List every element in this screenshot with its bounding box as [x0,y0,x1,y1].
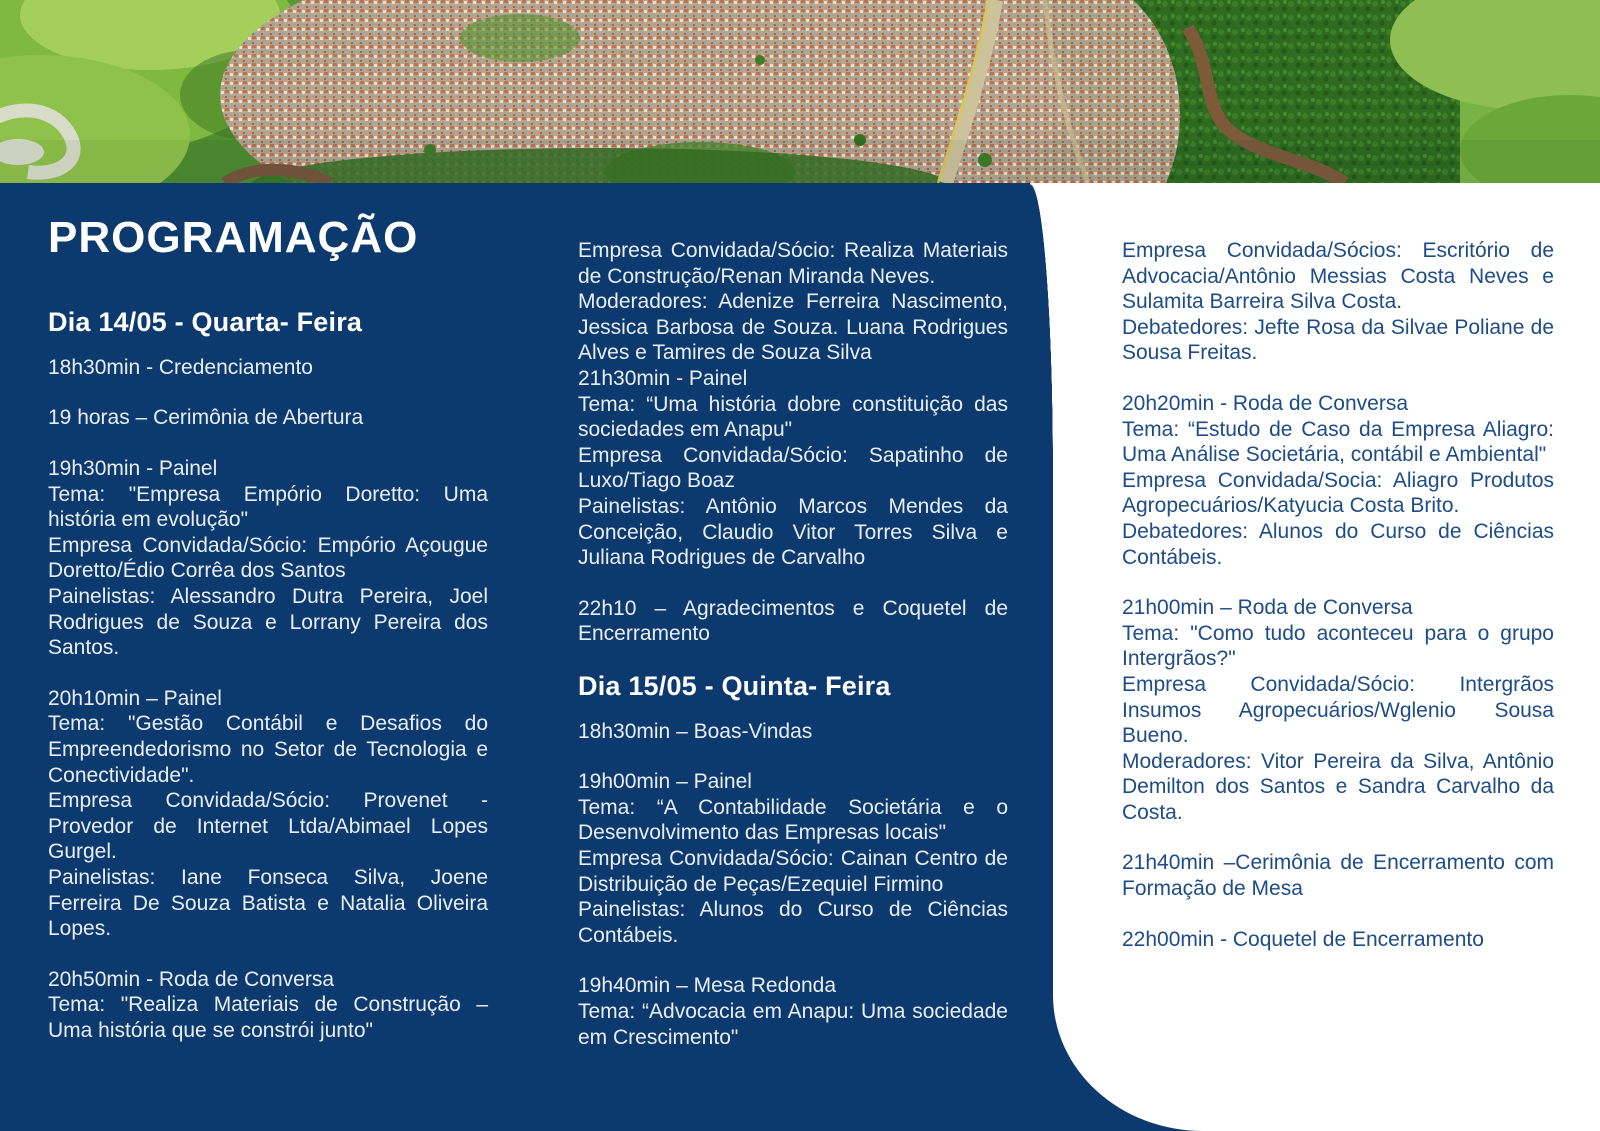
aerial-town-photo [0,0,1600,183]
schedule-block [1122,391,1554,570]
schedule-block [48,355,488,381]
schedule-line: Tema: “Advocacia em Anapu: Uma sociedade em Crescimento" [578,999,1008,1049]
aerial-town-photo-art [0,0,1600,183]
photo-tree [755,55,765,65]
schedule-line: Empresa Convidada/Sócio: Sapatinho de Luxo/Tiago Boaz [578,443,1008,493]
schedule-block [578,769,1008,948]
program-column-right [1122,183,1554,977]
schedule-line: 21h00min – Roda de Conversa [1122,596,1413,620]
schedule-line: 21h30min - Painel [578,366,748,390]
schedule-line: Tema: “A Contabilidade Societária e o Desenvolvimento das Empresas locais" [578,795,1008,845]
schedule-block [578,596,1008,647]
photo-vignette [0,140,1600,183]
schedule-line: 18h30min – Boas-Vindas [578,719,813,743]
schedule-line: Painelistas: Alunos do Curso de Ciências Contábeis. [578,898,1008,947]
schedule-line: Tema: "Como tudo aconteceu para o grupo Intergrãos?" [1122,621,1554,671]
photo-green-patch [460,14,580,62]
schedule-block [48,967,488,1044]
schedule-block [578,238,1008,571]
schedule-line: Tema: “Uma história dobre constituição das sociedades em Anapu" [578,392,1008,442]
schedule-line: 22h10 – Agradecimentos e Coquetel de Encerramento [578,596,1008,646]
schedule-block [48,456,488,661]
schedule-line: Painelistas: Antônio Marcos Mendes da Conceição, Claudio Vitor Torres Silva e Juliana Rodrigues de Carvalho [578,494,1008,570]
schedule-line: 19h30min - Painel [48,457,218,481]
schedule-line: Empresa Convidada/Sócio: Intergrãos Insumos Agropecuários/Wglenio Sousa Bueno. [1122,672,1554,748]
schedule-line: Empresa Convidada/Sócio: Provenet - Provedor de Internet Ltda/Abimael Lopes Gurgel. [48,789,488,864]
schedule-block [578,719,1008,745]
schedule-line: Empresa Convidada/Sócio: Cainan Centro de Distribuição de Peças/Ezequiel Firmino [578,846,1008,896]
schedule-block [578,973,1008,1050]
schedule-line: 22h00min - Coquetel de Encerramento [1122,927,1484,951]
schedule-line: Empresa Convidada/Socia: Aliagro Produtos Agropecuários/Katyucia Costa Brito. [1122,468,1554,518]
day-header-wednesday: Dia 14/05 - Quarta- Feira [48,307,363,338]
schedule-block [48,405,488,431]
schedule-block [48,686,488,942]
schedule-line: 19h00min – Painel [578,770,752,794]
schedule-line: 19 horas – Cerimônia de Abertura [48,406,364,430]
schedule-line: Tema: "Empresa Empório Doretto: Uma história em evolução" [48,482,488,532]
schedule-line: Empresa Convidada/Sócio: Empório Açougue Doretto/Édio Corrêa dos Santos [48,533,488,583]
schedule-line: 19h40min – Mesa Redonda [578,974,837,998]
schedule-line: Tema: "Realiza Materiais de Construção – Uma história que se constrói junto" [48,993,488,1042]
day-header-thursday: Dia 15/05 - Quinta- Feira [578,670,891,701]
schedule-line: Debatedores: Jefte Rosa da Silvae Poliane de Sousa Freitas. [1122,315,1554,365]
schedule-block [1122,850,1554,901]
schedule-block [1122,595,1554,825]
schedule-line: 18h30min - Credenciamento [48,355,313,379]
schedule-line: Painelistas: Alessandro Dutra Pereira, Joel Rodrigues de Souza e Lorrany Pereira dos Santos. [48,585,488,660]
schedule-block [1122,927,1554,953]
schedule-line: Moderadores: Adenize Ferreira Nascimento, Jessica Barbosa de Souza. Luana Rodrigues Alves e Tamires de Souza Silva [578,290,1008,365]
program-column-middle [578,183,1008,1075]
schedule-line: 20h10min – Painel [48,686,222,710]
schedule-line: Tema: “Estudo de Caso da Empresa Aliagro: Uma Análise Societária, contábil e Ambiental" [1122,417,1554,467]
schedule-line: Empresa Convidada/Sócios: Escritório de Advocacia/Antônio Messias Costa Neves e Sulamita Barreira Silva Costa. [1122,239,1554,314]
schedule-line: Tema: "Gestão Contábil e Desafios do Empreendedorismo no Setor de Tecnologia e Conectividade". [48,712,488,787]
schedule-line: 20h50min - Roda de Conversa [48,967,335,991]
schedule-line: Painelistas: Iane Fonseca Silva, Joene Ferreira De Souza Batista e Natalia Oliveira Lopes. [48,865,488,941]
schedule-line: Empresa Convidada/Sócio: Realiza Materiais de Construção/Renan Miranda Neves. [578,239,1008,288]
program-column-left [48,183,488,1069]
schedule-line: Debatedores: Alunos do Curso de Ciências Contábeis. [1122,519,1554,569]
schedule-line: 21h40min –Cerimônia de Encerramento com Formação de Mesa [1122,851,1554,901]
page-title: PROGRAMAÇÃO [48,213,419,262]
schedule-block [1122,238,1554,366]
schedule-line: Moderadores: Vitor Pereira da Silva, Antônio Demilton dos Santos e Sandra Carvalho da Costa. [1122,749,1554,824]
schedule-line: 20h20min - Roda de Conversa [1122,391,1409,415]
